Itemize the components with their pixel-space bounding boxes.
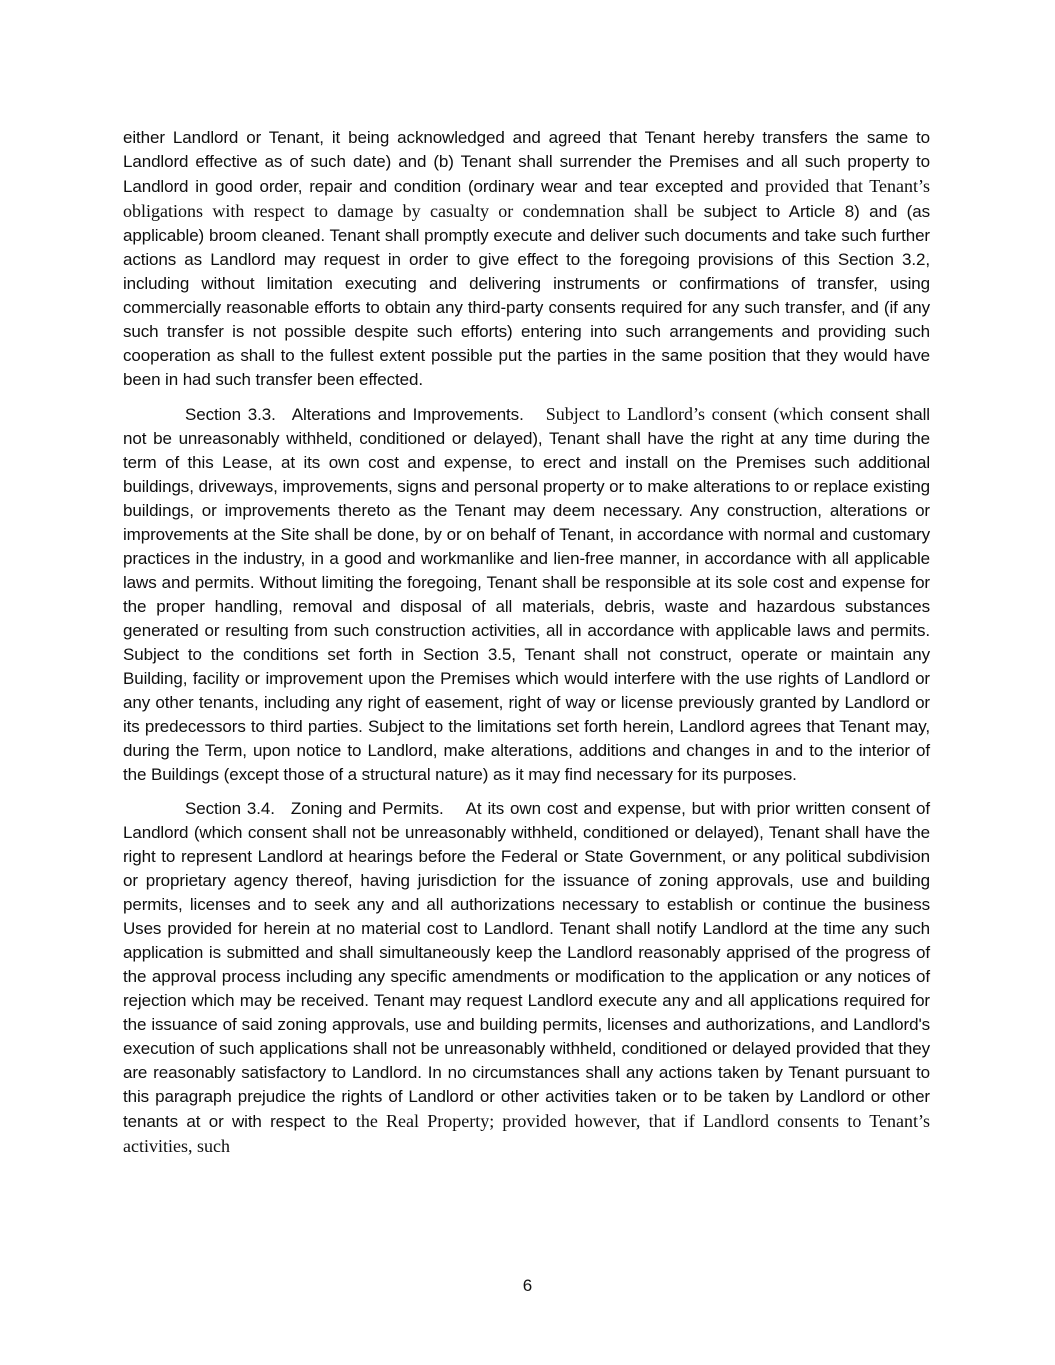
paragraph-section-3-4 bbox=[123, 797, 930, 1159]
text-segment: consent shall not be unreasonably withheld, conditioned or delayed), Tenant shall have the right at any time during the term of this Lease, at its own cost and expense, to erect and install on the Premises such additional buildings, driveways, improvements, signs and personal property or to make alterations to or replace existing buildings, or improvements thereto as the Tenant may deem necessary. Any construction, alterations or improvements at the Site shall be done, by or on behalf of Tenant, in accordance with normal and customary practices in the industry, in a good and workmanlike and lien-free manner, in accordance with all applicable laws and permits. Without limiting the foregoing, Tenant shall be responsible at its sole cost and expense for the proper handling, removal and disposal of all materials, debris, waste and hazardous substances generated or resulting from such construction activities, all in accordance with applicable laws and permits. Subject to the conditions set forth in Section 3.5, Tenant shall not construct, operate or maintain any Building, facility or improvement upon the Premises which would interfere with the use rights of Landlord or any other tenants, including any right of easement, right of way or license previously granted by Landlord or its predecessors to third parties. Subject to the limitations set forth herein, Landlord agrees that Tenant may, during the Term, upon notice to Landlord, make alterations, additions and changes in and to the interior of the Buildings (except those of a structural nature) as it may find necessary for its purposes. bbox=[123, 405, 930, 784]
section-title: Zoning and Permits. bbox=[290, 799, 444, 818]
text-segment: At its own cost and expense, but with prior written consent of Landlord (which consent shall not be unreasonably withheld, conditioned or delayed), Tenant shall have the right to represent Landlord at hearings before the Federal or State Government, or any political subdivision or proprietary agency thereof, having jurisdiction for the issuance of zoning approvals, use and building permits, licenses and to seek any and all authorizations necessary to establish or continue the business Uses provided for herein at no material cost to Landlord. Tenant shall notify Landlord at the time any such application is submitted and shall simultaneously keep the Landlord reasonably apprised of the progress of the approval process including any specific amendments or modification to the application or any notices of rejection which may be received. Tenant may request Landlord execute any and all applications required for the issuance of said zoning approvals, use and building permits, licenses and authorizations, and Landlord's execution of such applications shall not be unreasonably withheld, conditioned or delayed provided that they are reasonably satisfactory to Landlord. In no circumstances shall any actions taken by Tenant pursuant to this paragraph prejudice the rights of Landlord or other activities taken or to be taken by Landlord or other tenants at or with respect to bbox=[123, 799, 930, 1131]
page-number: 6 bbox=[522, 1276, 533, 1295]
section-number: Section 3.3. bbox=[185, 405, 276, 424]
text-segment-serif: the Real Property; provided however, that if Landlord consents to Tenant’s activities, such bbox=[123, 1111, 930, 1156]
text-segment: either Landlord or Tenant, it being acknowledged and agreed that Tenant hereby transfers the same to Landlord effective as of such date) and (b) Tenant shall surrender the Premises and all such property to Landlord in good order, repair and condition (ordinary wear and tear excepted and bbox=[123, 128, 930, 196]
text-segment-serif: provided that Tenant’s obligations with respect to damage by casualty or condemnation shall be bbox=[123, 176, 930, 221]
paragraph-continuation bbox=[123, 126, 930, 392]
section-title: Alterations and Improvements. bbox=[291, 405, 524, 424]
paragraph-section-3-3 bbox=[123, 402, 930, 787]
text-segment: subject to Article 8) and (as applicable) broom cleaned. Tenant shall promptly execute and deliver such documents and take such further actions as Landlord may request in order to give effect to the foregoing provisions of this Section 3.2, including without limitation executing and delivering instruments or confirmations of transfer, using commercially reasonable efforts to obtain any third-party consents required for any such transfer, and (if any such transfer is not possible despite such efforts) entering into such arrangements and providing such cooperation as shall to the fullest extent possible put the parties in the same position that they would have been in had such transfer been effected. bbox=[123, 202, 930, 389]
text-segment-serif: Subject to Landlord’s consent (which bbox=[545, 404, 830, 424]
document-body bbox=[123, 126, 930, 1169]
section-number: Section 3.4. bbox=[185, 799, 275, 818]
